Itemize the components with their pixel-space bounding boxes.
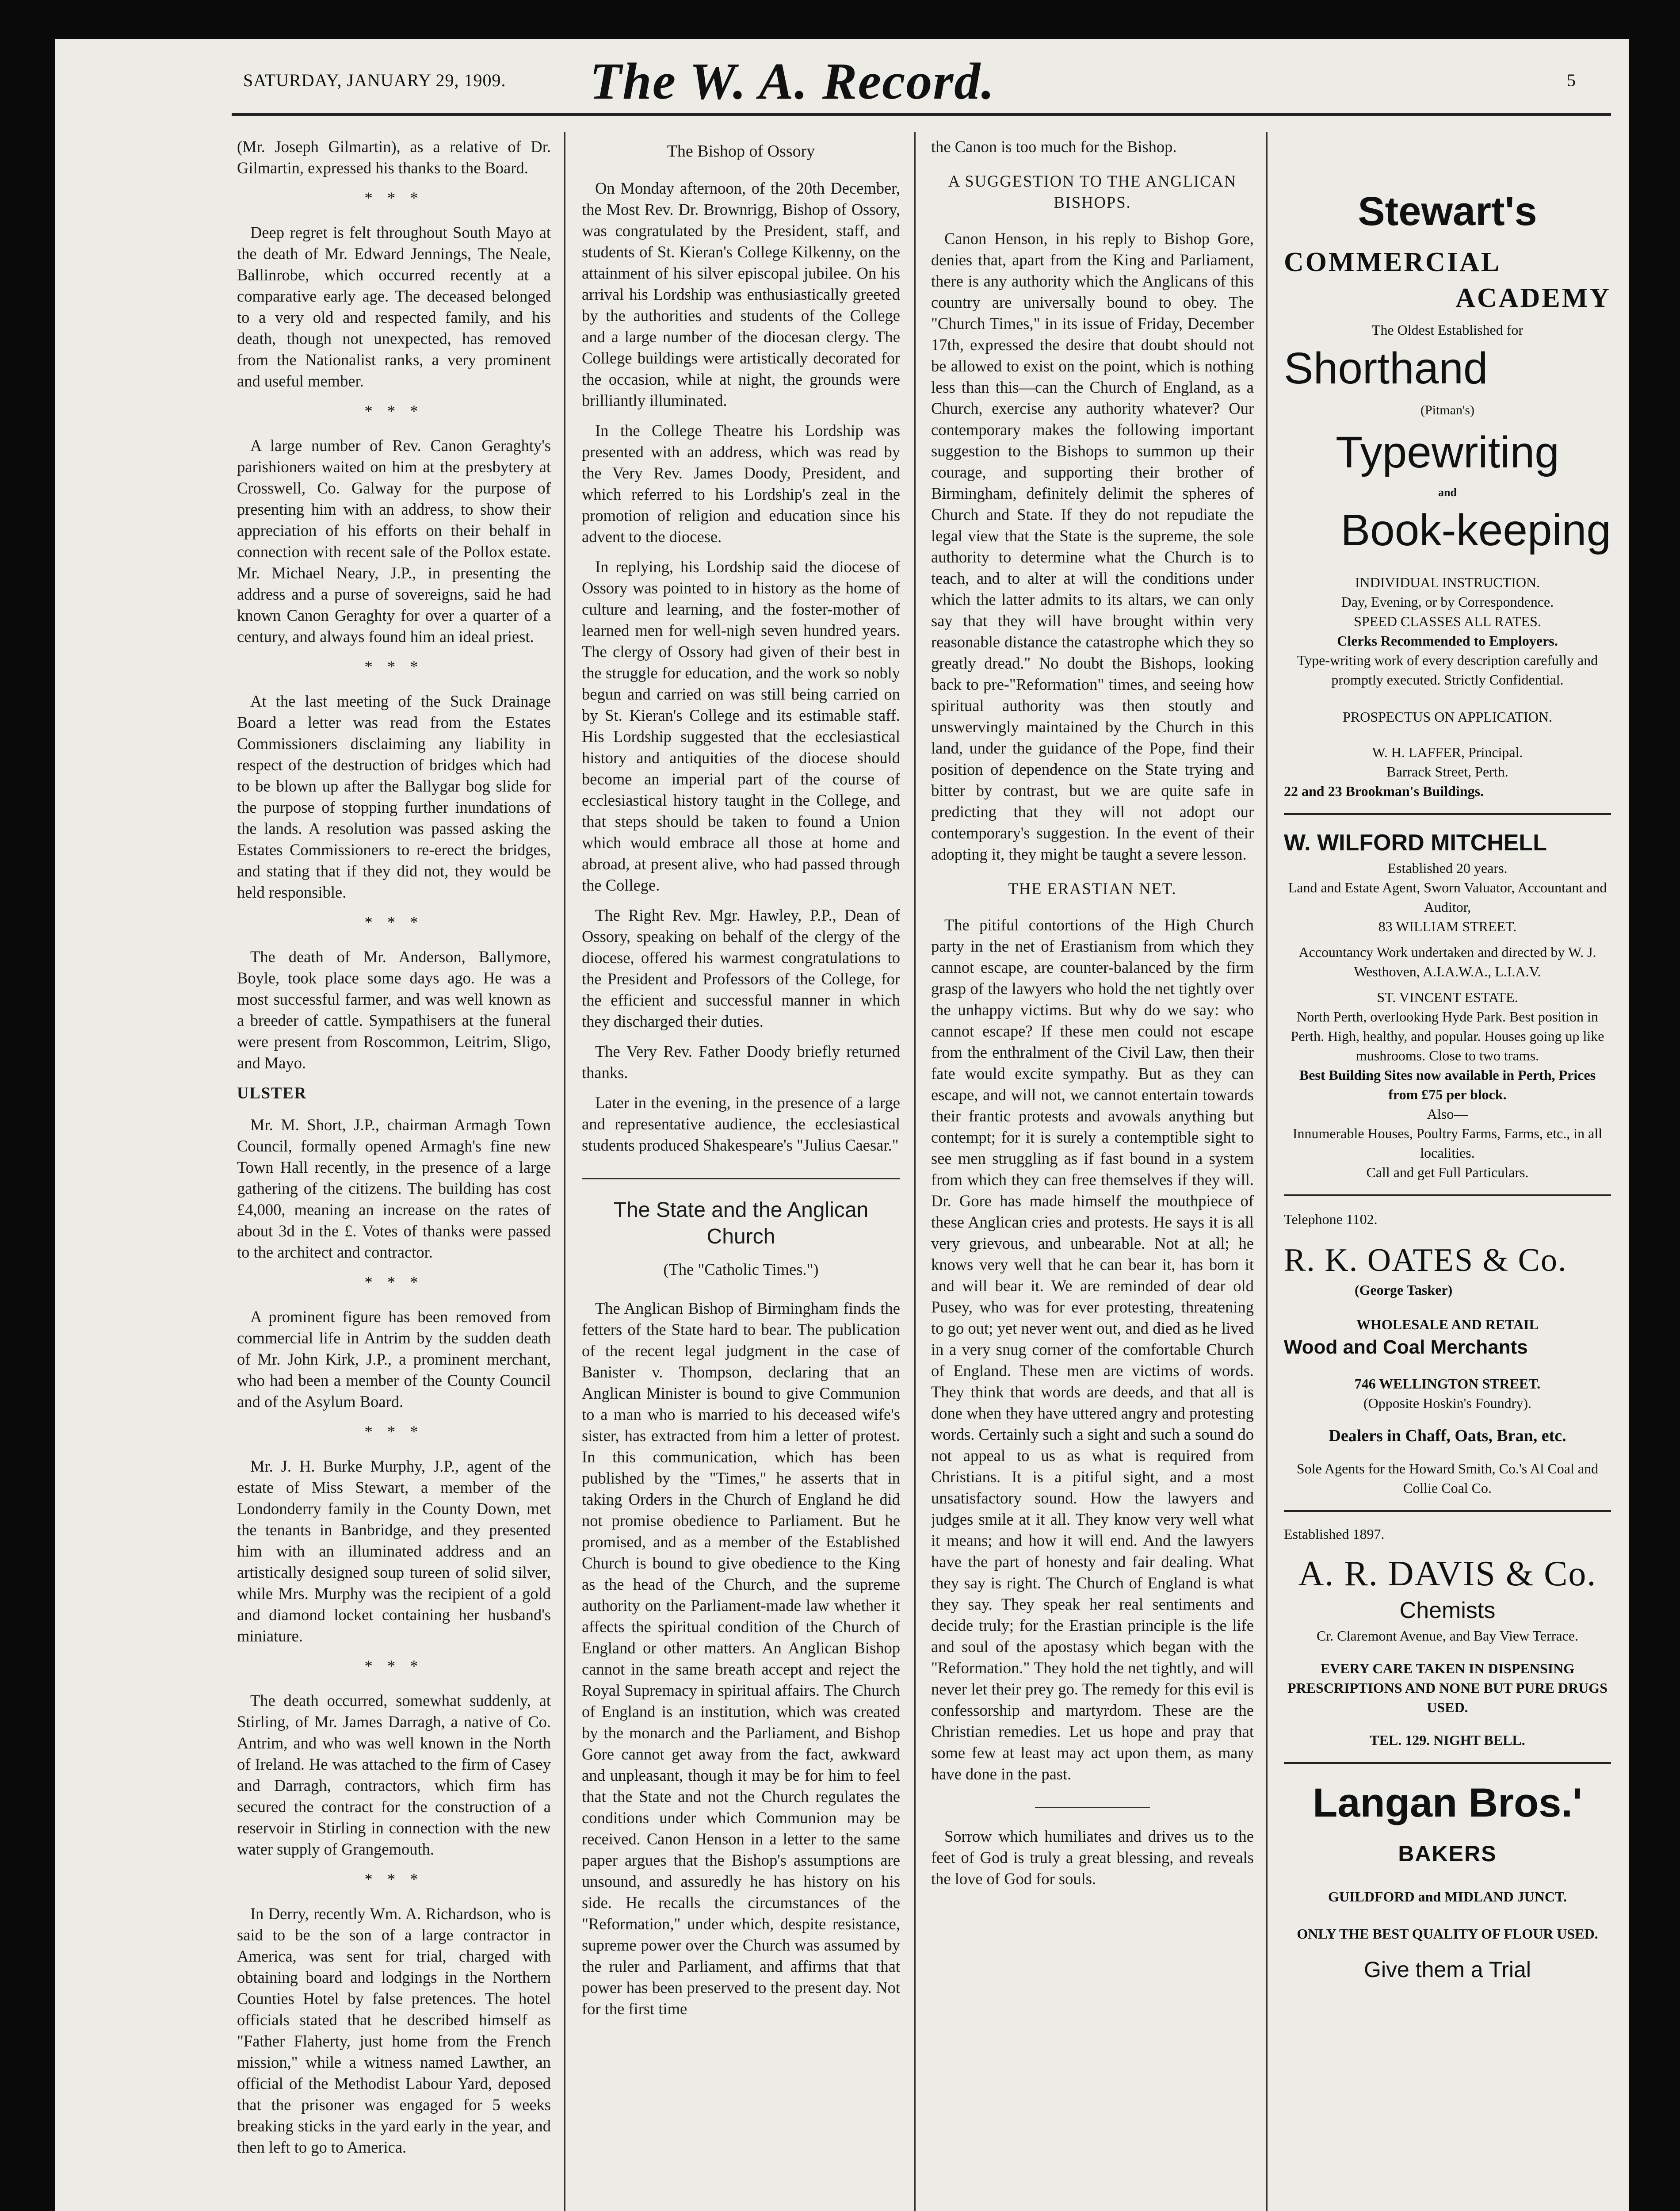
ad-text: North Perth, overlooking Hyde Park. Best position in Perth. High, healthy, and popular. Houses going up like mushrooms. Close to two trams. [1291,1009,1604,1063]
ad-text: (Pitman's) [1420,403,1475,417]
sub-heading: THE ERASTIAN NET. [1008,880,1177,898]
ad-text: Dealers in Chaff, Oats, Bran, etc. [1329,1427,1566,1445]
column-2 [582,136,900,2211]
ad-text: Sole Agents for the Howard Smith, Co.'s Al Coal and Collie Coal Co. [1296,1461,1599,1496]
paragraph: At the last meeting of the Suck Drainage Board a letter was read from the Estates Commissioners disclaiming any liability in respect of the destruction of bridges which had to be blown up after the Ballygar bog slide for the purpose of stopping further inundations of the lands. A resolution was passed asking the Estates Commissioners to re-erect the bridges, and stating that if they did not, they would be held responsible. [237,692,551,901]
ad-text: Innumerable Houses, Poultry Farms, Farms, etc., in all localities. [1292,1125,1603,1161]
column-divider [1266,132,1268,2211]
ad-subtitle: BAKERS [1398,1841,1497,1866]
ad-subtitle: Wood and Coal Merchants [1284,1336,1528,1358]
separator-stars: * * * [364,1870,424,1888]
paragraph: The death of Mr. Anderson, Ballymore, Boyle, took place some days ago. He was a most successful farmer, and was well known as a breeder of cattle. Sympathisers at the funeral were present from Roscommon, Leitrim, Sligo, and Mayo. [237,948,551,1072]
section-heading: ULSTER [237,1084,307,1102]
separator-stars: * * * [364,1423,424,1441]
ad-text: and [1438,486,1457,499]
ad-text: Day, Evening, or by Correspondence. [1341,594,1554,610]
paragraph: Later in the evening, in the presence of a large and representative audience, the ecclesiastical students produced Shakespeare's "Julius Caesar." [582,1094,900,1154]
article-rule [582,1178,900,1179]
ad-subject: Shorthand [1284,344,1488,393]
separator-stars: * * * [364,402,424,420]
separator-stars: * * * [364,913,424,931]
article-heading: The Bishop of Ossory [667,142,815,161]
ad-langan-bros [1284,1776,1611,1982]
ad-divider [1284,1510,1611,1512]
ad-subtitle: COMMERCIAL [1284,247,1501,277]
article-source: (The "Catholic Times.") [663,1260,819,1278]
separator-stars: * * * [364,1657,424,1675]
ad-divider [1284,1194,1611,1196]
ad-text: Best Building Sites now available in Perth, Prices from £75 per block. [1299,1067,1596,1102]
issue-date: SATURDAY, JANUARY 29, 1909. [243,70,506,90]
paragraph: Sorrow which humiliates and drives us to the feet of God is truly a great blessing, and reveals the love of God for souls. [931,1827,1254,1888]
column-1 [237,136,551,2211]
paragraph: The Anglican Bishop of Birmingham finds the fetters of the State hard to bear. The publication of the recent legal judgment in the case of Banister v. Thompson, declaring that an Anglican Minister is bound to give Communion to a man who is married to his deceased wife's sister, has extracted from him a letter of protest. In this communication, which has been published by the "Times," he asserts that in taking Orders in the Church of England he did not promise obedience to Parliament. But he promised, and as a member of the Established Church is bound to give obedience to the King as the head of the Church, and the supreme authority on the Parliament-made law whether it affects the spiritual condition of the Church of England or other matters. An Anglican Bishop cannot in the same breath accept and reject the Royal Supremacy in spiritual affairs. The Church of England is an institution, which was created by the monarch and the Parliament, and Bishop Gore cannot get away from the fact, awkward and unpleasant, though it may be for him to feel that the State and not the Church regulates the conditions under which Communion may be received. Canon Henson in a letter to the same paper argues that the Bishop's assumptions are unsound, and assuredly he has history on his side. He recalls the circumstances of the "Reformation," under which, despite resistance, supreme power over the Church was assumed by the ruler and Parliament, and affirms that that power has been preserved to the present day. Not for the first time [582,1299,900,2018]
short-rule [1035,1807,1150,1808]
ad-tagline: Give them a Trial [1364,1957,1531,1982]
header-rule [232,113,1611,116]
advertisements-column [1284,136,1611,2211]
ad-text: 22 and 23 Brookman's Buildings. [1284,783,1484,799]
ad-text: 83 WILLIAM STREET. [1378,918,1517,934]
ad-text: Established 1897. [1284,1526,1385,1542]
ad-text: Also— [1427,1106,1468,1122]
paragraph: In replying, his Lordship said the diocese of Ossory was pointed to in history as the home of culture and learning, and the foster-mother of learned men for well-nigh seven hundred years. The clergy of Ossory had given of their best in the struggle for education, and the work so nobly begun and carried on was still being carried on by St. Kieran's College and its estimable staff. His Lordship suggested that the ecclesiastical history and antiquities of the diocese should become an imperial part of the course of ecclesiastical history taught in the College, and that steps should be taken to found a Union which would embrace all those at home and abroad, at present alive, who had passed through the College. [582,558,900,894]
ad-text: The Oldest Established for [1371,322,1523,338]
paragraph: A large number of Rev. Canon Geraghty's parishioners waited on him at the presbytery at Crosswell, Co. Galway for the purpose of presenting him with an address, to show their appreciation of his efforts on their behalf in connection with recent sale of the Pollox estate. Mr. Michael Neary, J.P., in presenting the address and a purse of sovereigns, said he had known Canon Geraghty for over a quarter of a century, and always found him an ideal priest. [237,436,551,646]
paragraph: Canon Henson, in his reply to Bishop Gore, denies that, apart from the King and Parliament, there is any authority which the Anglicans of this country are universally bound to obey. The "Church Times," in its issue of Friday, December 17th, expressed the desire that doubt should not be allowed to exist on the point, which is nothing less than this—can the Church of England, as a Church, exercise any authority whatever? Our contemporary makes the following important suggestion to the Bishops to summon up their courage, and supporting their brother of Birmingham, definitely delimit the spheres of Church and State. If they do not repudiate the legal view that the State is the supreme, the sole authority to determine what the Church is to teach, and to alter at will the conditions under which the latter admits to its altars, we can only say that they will have brought within very reasonable distance the catastrophe which they so greatly dread." No doubt the Bishops, looking back to pre-"Reformation" times, and seeing how spiritual authority was then stoutly and unswervingly maintained by the Church in this land, under the guidance of the Pope, find their position of dependence on the State trying and bitter by contrast, but we are quite safe in predicting that they will not adopt our contemporary's suggestion. In the event of their adopting it, they might be taught a severe lesson. [931,230,1254,863]
article-heading: The State and the Anglican Church [613,1198,869,1248]
ad-text: Barrack Street, Perth. [1386,764,1508,780]
ad-title: Langan Bros.' [1313,1780,1582,1825]
ad-text: Call and get Full Particulars. [1366,1164,1529,1180]
ad-subject: Typewriting [1336,428,1559,477]
paragraph: Mr. J. H. Burke Murphy, J.P., agent of the estate of Miss Stewart, a member of the Londonderry family in the County Down, met the tenants in Banbridge, and they presented him with an illuminated address and an artistically designed soup tureen of solid silver, while Mrs. Murphy was the recipient of a gold and diamond locket containing her husband's miniature. [237,1457,551,1645]
column-divider [564,132,565,2211]
ad-text: WHOLESALE AND RETAIL [1356,1316,1539,1332]
paragraph: the Canon is too much for the Bishop. [931,138,1177,156]
ad-text: ONLY THE BEST QUALITY OF FLOUR USED. [1297,1926,1598,1942]
paragraph: On Monday afternoon, of the 20th December, the Most Rev. Dr. Brownrigg, Bishop of Ossory, was congratulated by the President, staff, and students of St. Kieran's College Kilkenny, on the attainment of his silver episcopal jubilee. On his arrival his Lordship was enthusiastically greeted by the authorities and students of the College and a large number of the diocesan clergy. The College buildings were artistically decorated for the occasion, while at night, the grounds were brilliantly illuminated. [582,179,900,409]
paragraph: A prominent figure has been removed from commercial life in Antrim by the sudden death of Mr. John Kirk, J.P., a prominent merchant, who had been a member of the County Council and of the Asylum Board. [237,1308,551,1411]
paragraph: Mr. M. Short, J.P., chairman Armagh Town Council, formally opened Armagh's fine new Town Hall recently, in the presence of a large gathering of the citizens. The building has cost £4,000, meaning an increase on the rates of about 3d in the £. Votes of thanks were passed to the architect and contractor. [237,1116,551,1261]
ad-text: Telephone 1102. [1284,1211,1378,1227]
ad-text: SPEED CLASSES ALL RATES. [1354,613,1541,629]
column-divider [914,132,916,2211]
ad-oates [1284,1209,1611,1498]
column-3 [931,136,1254,2211]
masthead-title: The W. A. Record. [590,52,995,110]
ad-davis [1284,1524,1611,1750]
paragraph: The pitiful contortions of the High Church party in the net of Erastianism from which they cannot escape, are counter-balanced by the firm grasp of the lawyers who hold the net tightly over the unhappy victims. But why do we say: who cannot escape? If these men could not escape from the enthralment of the Civil Law, then their fate would excite sympathy. But as they can escape, and will not, we cannot entertain towards their frantic protests and avowals anything but contempt; for it is surely a contemptible sight to see men struggling as if fast bound in a system from which they can free themselves if they will. Dr. Gore has made himself the mouthpiece of these Anglican cries and protests. He says it is all very grievous, and unbearable. Not at all; he knows very well that he can bear it, has born it and will bear it. We are reminded of dear old Pusey, who was for ever protesting, threatening to go out; yet never went out, and died as he lived in a very snug corner of the comfortable Church of England. These men are victims of words. They think that words are deeds, and that all is done when they have uttered angry and protesting words. Certainly such a sight and such a sound do not appeal to us as what is required from Christians. It is a pitiful sight, and a most unsatisfactory sound. How the lawyers and judges smile at it all. They know very well what it means; and how it will end. And the lawyers have the part of honesty and fair dealing. What they say is right. The Church of England is what they say. They speak her real sentiments and decide truly; for the Erastian principle is the life and soul of the apostasy which began with the "Reformation." They hold the net tightly, and will never let their prey go. The remedy for this evil is confessorship and martyrdom. These are the Christian remedies. Let us hope and pray that some few at least may act upon them, as many have done in the past. [931,916,1254,1783]
paragraph: The Right Rev. Mgr. Hawley, P.P., Dean of Ossory, speaking on behalf of the clergy of the diocese, offered his warmest congratulations to the President and Professors of the College, for the efficient and successful manner in which they discharged their duties. [582,906,900,1030]
ad-text: (George Tasker) [1355,1282,1453,1298]
ad-text: (Opposite Hoskin's Foundry). [1363,1395,1531,1411]
ad-text: Established 20 years. [1387,860,1508,876]
ad-text: ST. VINCENT ESTATE. [1377,989,1518,1005]
separator-stars: * * * [364,189,424,207]
sub-heading: A SUGGESTION TO THE ANGLICAN BISHOPS. [948,172,1237,211]
ad-text: PROSPECTUS ON APPLICATION. [1343,709,1552,725]
ad-title: W. WILFORD MITCHELL [1284,830,1547,856]
ad-text: Cr. Claremont Avenue, and Bay View Terrace. [1316,1628,1579,1644]
paragraph: (Mr. Joseph Gilmartin), as a relative of Dr. Gilmartin, expressed his thanks to the Board. [237,138,551,177]
ad-mitchell [1284,827,1611,1182]
ad-subject: Book-keeping [1340,505,1611,555]
paragraph: Deep regret is felt throughout South Mayo at the death of Mr. Edward Jennings, The Neale, Ballinrobe, which occurred recently at a comparative early age. The deceased belonged to a very old and respected family, and his death, though not unexpected, has removed from the Nationalist ranks, a very prominent and useful member. [237,223,551,390]
page-number: 5 [1567,70,1576,90]
ad-text: EVERY CARE TAKEN IN DISPENSING PRESCRIPTIONS AND NONE BUT PURE DRUGS USED. [1287,1660,1607,1715]
paragraph: In Derry, recently Wm. A. Richardson, who is said to be the son of a large contractor in America, was sent for trial, charged with obtaining board and lodgings in the Northern Counties Hotel by false pretences. The hotel officials stated that he described himself as "Father Flaherty, just home from the French mission," while a witness named Lawther, an official of the Methodist Labour Yard, deposed that the prisoner was engaged for 5 weeks breaking sticks in the yard early in the year, and then left to go to America. [237,1905,551,2156]
ad-subtitle: ACADEMY [1455,283,1611,313]
ad-text: Type-writing work of every description carefully and promptly executed. Strictly Confidential. [1297,652,1598,688]
ad-text: 746 WELLINGTON STREET. [1354,1376,1541,1392]
ad-title: R. K. OATES & Co. [1284,1242,1567,1278]
ad-text: GUILDFORD and MIDLAND JUNCT. [1328,1889,1567,1905]
ad-subtitle: Chemists [1399,1598,1496,1623]
ad-text: Accountancy Work undertaken and directed by W. J. Westhoven, A.I.A.W.A., L.I.A.V. [1298,944,1596,979]
ad-text: Clerks Recommended to Employers. [1337,633,1558,649]
newspaper-page [55,39,1629,2211]
separator-stars: * * * [364,1273,424,1291]
ad-text: INDIVIDUAL INSTRUCTION. [1355,574,1540,590]
ad-divider [1284,1762,1611,1764]
ad-divider [1284,813,1611,815]
separator-stars: * * * [364,658,424,676]
ad-text: W. H. LAFFER, Principal. [1372,744,1523,760]
paragraph: In the College Theatre his Lordship was presented with an address, which was read by the Very Rev. James Doody, President, and which referred to his Lordship's zeal in the promotion of religion and education since his advent to the diocese. [582,421,900,546]
ad-text: TEL. 129. NIGHT BELL. [1370,1732,1525,1748]
ad-title: A. R. DAVIS & Co. [1298,1554,1597,1593]
paragraph: The Very Rev. Father Doody briefly returned thanks. [582,1042,900,1082]
ad-title: Stewart's [1358,189,1537,234]
paragraph: The death occurred, somewhat suddenly, at Stirling, of Mr. James Darragh, a native of Co. Antrim, and who was well known in the North of Ireland. He was attached to the firm of Casey and Darragh, contractors, which firm has secured the contract for the construction of a reservoir in Stirling in connection with the new water supply of Grangemouth. [237,1691,551,1858]
ad-stewarts-academy [1284,185,1611,801]
ad-text: Land and Estate Agent, Sworn Valuator, Accountant and Auditor, [1288,880,1607,915]
